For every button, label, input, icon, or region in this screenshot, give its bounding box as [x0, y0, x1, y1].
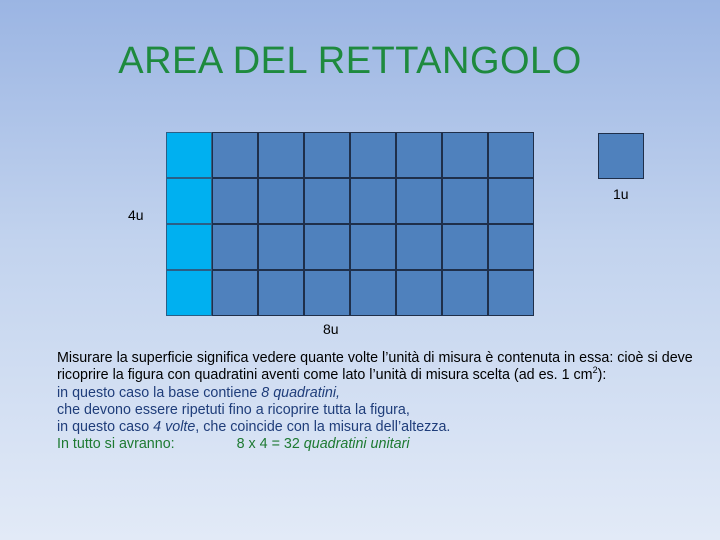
unit-square-cell — [488, 270, 534, 316]
unit-square — [598, 133, 644, 179]
unit-square-cell — [258, 270, 304, 316]
unit-square-cell — [212, 224, 258, 270]
unit-square-cell — [212, 270, 258, 316]
unit-square-cell — [488, 224, 534, 270]
unit-square-cell — [304, 178, 350, 224]
unit-square-cell — [396, 178, 442, 224]
unit-square-cell — [258, 178, 304, 224]
unit-square-cell — [488, 178, 534, 224]
highlighted-unit-square — [166, 224, 212, 270]
unit-square-cell — [258, 224, 304, 270]
unit-square-cell — [258, 132, 304, 178]
unit-square-cell — [396, 132, 442, 178]
text-line-4: in questo caso 4 volte, che coincide con la misura dell’altezza. — [57, 419, 451, 436]
unit-square-cell — [442, 178, 488, 224]
unit-square-cell — [396, 224, 442, 270]
explanation-text — [57, 350, 697, 454]
text-line-2: in questo caso la base contiene 8 quadratini, — [57, 384, 340, 401]
unit-label: 1u — [613, 186, 629, 202]
unit-square-cell — [304, 224, 350, 270]
highlighted-unit-square — [166, 132, 212, 178]
text-line-3: che devono essere ripetuti fino a ricoprire tutta la figura, — [57, 401, 410, 418]
unit-square-cell — [350, 178, 396, 224]
unit-square-cell — [304, 132, 350, 178]
unit-square-cell — [304, 270, 350, 316]
unit-square-cell — [212, 178, 258, 224]
unit-square-cell — [350, 132, 396, 178]
unit-square-cell — [488, 132, 534, 178]
unit-square-cell — [442, 224, 488, 270]
rectangle-grid — [166, 132, 534, 316]
height-label: 4u — [128, 207, 144, 223]
text-line-5: In tutto si avranno: 8 x 4 = 32 quadratini unitari — [57, 436, 410, 453]
unit-square-cell — [350, 224, 396, 270]
highlighted-unit-square — [166, 270, 212, 316]
unit-square-cell — [442, 270, 488, 316]
page-title: AREA DEL RETTANGOLO — [118, 40, 582, 82]
unit-square-cell — [442, 132, 488, 178]
text-line-1: Misurare la superficie significa vedere quante volte l’unità di misura è contenuta in essa: cioè si deve ricoprire la figura con quadratini aventi come lato l’unità di misura scelta (ad es. 1 $cm^2$): — [57, 350, 693, 384]
unit-square-cell — [212, 132, 258, 178]
unit-square-cell — [350, 270, 396, 316]
unit-square-cell — [396, 270, 442, 316]
highlighted-unit-square — [166, 178, 212, 224]
base-label: 8u — [323, 321, 339, 337]
